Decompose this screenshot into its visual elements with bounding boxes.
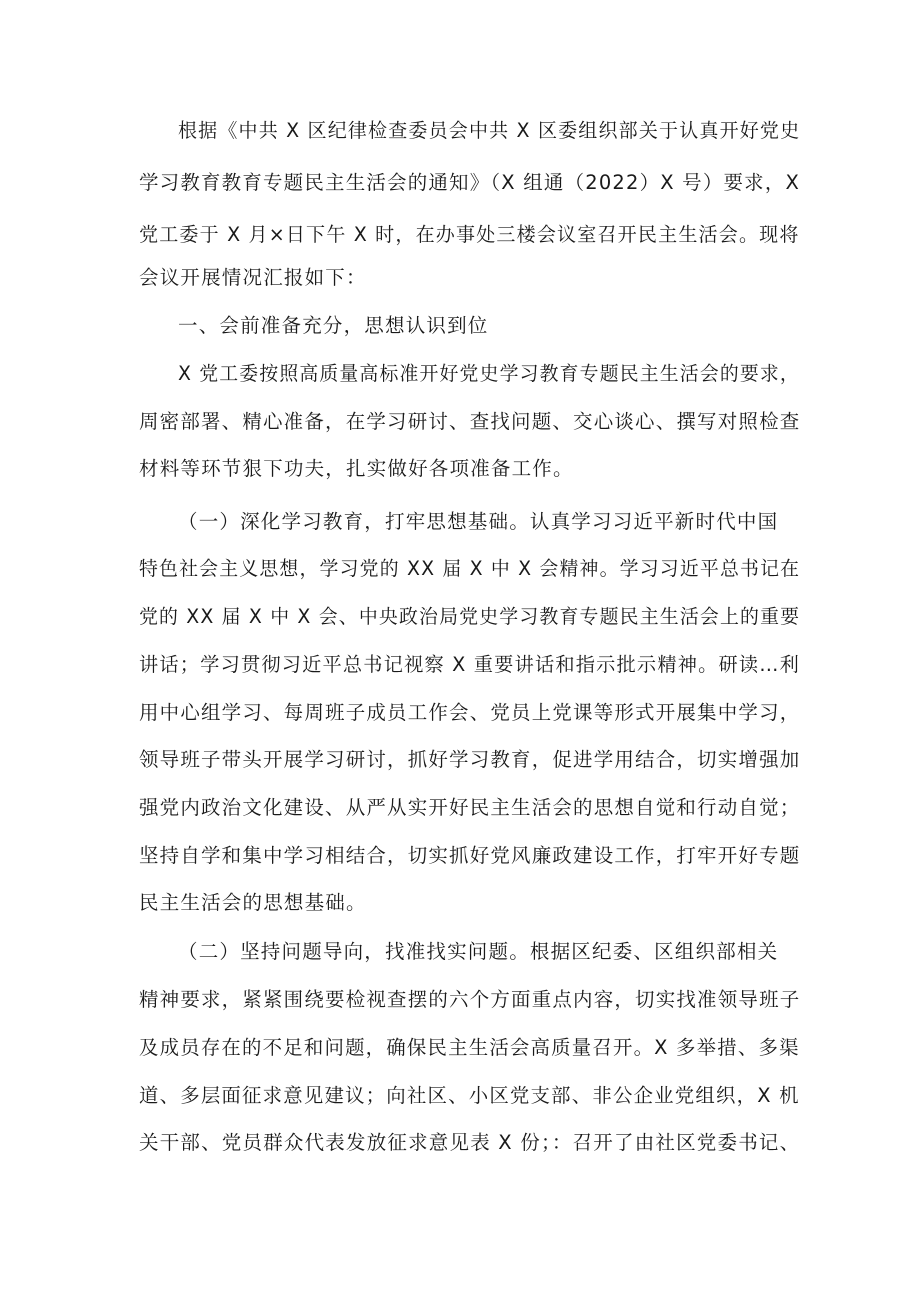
text-line: 党工委于 X 月×日下午 X 时，在办事处三楼会议室召开民主生活会。现将 <box>139 223 800 246</box>
text-line: 领导班子带头开展学习研讨，抓好学习教育，促进学用结合，切实增强加 <box>139 748 801 771</box>
text-line: X 党工委按照高质量高标准开好党史学习教育专题民主生活会的要求， <box>178 362 800 385</box>
text-line: 用中心组学习、每周班子成员工作会、党员上党课等形式开展集中学习， <box>139 701 801 724</box>
text-line: 及成员存在的不足和问题，确保民主生活会高质量召开。X 多举措、多渠 <box>139 1036 800 1059</box>
subsection-heading-line: （一）深化学习教育，打牢思想基础。认真学习习近平新时代中国 <box>178 510 779 533</box>
text-line: 民主生活会的思想基础。 <box>139 891 367 914</box>
text-line: 坚持自学和集中学习相结合，切实抓好党风廉政建设工作，打牢开好专题 <box>139 844 801 867</box>
text-line: 周密部署、精心准备，在学习研讨、查找问题、交心谈心、撰写对照检查 <box>139 410 801 433</box>
text-line: 根据《中共 X 区纪律检查委员会中共 X 区委组织部关于认真开好党史 <box>178 119 801 142</box>
text-line: 材料等环节狠下功夫，扎实做好各项准备工作。 <box>139 457 574 480</box>
text-line: 学习教育教育专题民主生活会的通知》（X 组通（2022）X 号）要求，X <box>139 171 801 194</box>
text-line: 讲话；学习贯彻习近平总书记视察 X 重要讲话和指示批示精神。研读…利 <box>139 653 801 676</box>
text-line: 特色社会主义思想，学习党的 XX 届 X 中 X 会精神。学习习近平总书记在 <box>139 557 801 580</box>
text-line: 关干部、党员群众代表发放征求意见表 X 份；：召开了由社区党委书记、 <box>139 1131 801 1154</box>
section-heading: 一、会前准备充分，思想认识到位 <box>178 314 489 337</box>
text-line: 党的 XX 届 X 中 X 会、中央政治局党史学习教育专题民主生活会上的重要 <box>139 605 801 628</box>
text-line: 道、多层面征求意见建议；向社区、小区党支部、非公企业党组织，X 机 <box>139 1084 800 1107</box>
text-line: 会议开展情况汇报如下： <box>139 266 367 289</box>
text-line: 强党内政治文化建设、从严从实开好民主生活会的思想自觉和行动自觉； <box>139 796 801 819</box>
subsection-heading-line: （二）坚持问题导向，找准找实问题。根据区纪委、区组织部相关 <box>178 940 779 963</box>
text-line: 精神要求，紧紧围绕要检视查摆的六个方面重点内容，切实找准领导班子 <box>139 988 801 1011</box>
